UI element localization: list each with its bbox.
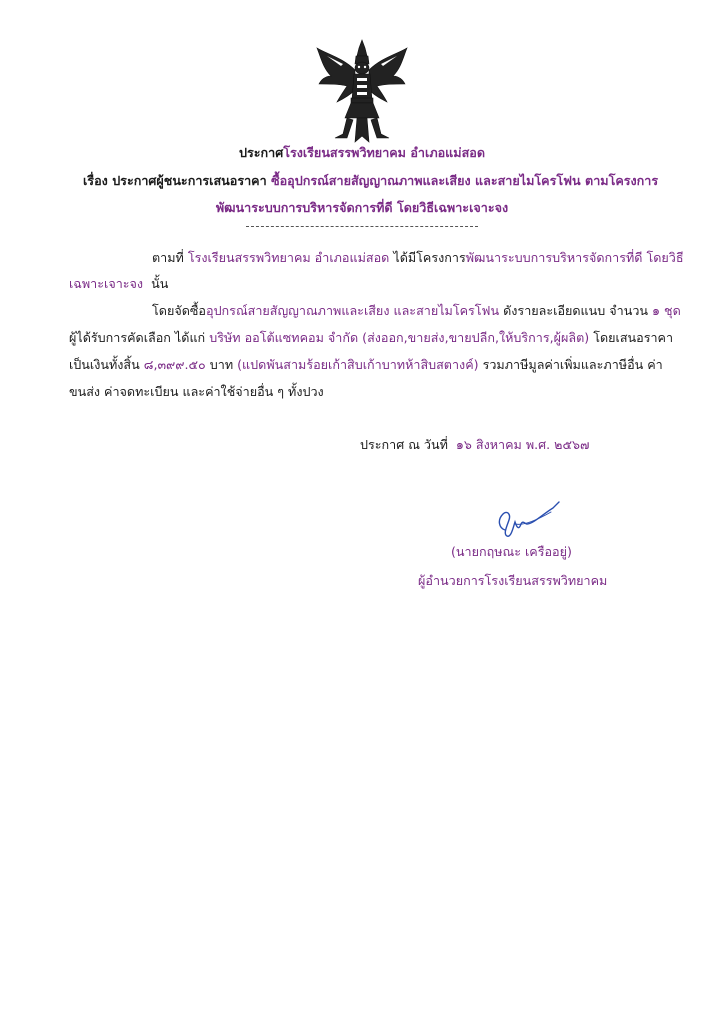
p1-lead: ตามที่ (152, 250, 184, 265)
p2-mid: ดังรายละเอียดแนบ จำนวน (503, 303, 649, 318)
subject-line (83, 172, 658, 190)
p1-end: นั้น (151, 276, 169, 291)
paragraph-1-line-1 (152, 249, 684, 267)
subject-prefix: ประกาศผู้ชนะการเสนอราคา (112, 173, 267, 188)
signer-position: ผู้อำนวยการโรงเรียนสรรพวิทยาคม (418, 573, 608, 588)
p1-school: โรงเรียนสรรพวิทยาคม อำเภอแม่สอด (187, 250, 390, 265)
p1-project: พัฒนาระบบการบริหารจัดการที่ดี โดยวิธี (465, 250, 684, 265)
p2-line3-end: รวมภาษีมูลค่าเพิ่มและภาษีอื่น ค่า (482, 357, 663, 372)
handwritten-signature-icon (493, 494, 563, 542)
subject-item: ซื้ออุปกรณ์สายสัญญาณภาพและเสียง และสายไมโครโฟน ตามโครงการ (271, 173, 659, 188)
p1-mid: ได้มีโครงการ (393, 250, 466, 265)
p2-vendor-type: (ส่งออก,ขายส่ง,ขายปลีก,ให้บริการ,ผู้ผลิต) (362, 330, 590, 345)
p2-lead: โดยจัดซื้อ (152, 303, 206, 318)
school-name: โรงเรียนสรรพวิทยาคม อำเภอแม่สอด (283, 145, 486, 160)
announcement-date (360, 436, 589, 454)
p2-line2-end: โดยเสนอราคา (593, 330, 674, 345)
date-value: ๑๖ สิงหาคม พ.ศ. ๒๕๖๗ (455, 437, 590, 452)
p2-line2-lead: ผู้ได้รับการคัดเลือก ได้แก่ (69, 330, 206, 345)
p2-currency: บาท (209, 357, 234, 372)
date-label: ประกาศ ณ วันที่ (360, 437, 448, 452)
paragraph-2-line-4: ขนส่ง ค่าจดทะเบียน และค่าใช้จ่ายอื่น ๆ ทั้งปวง (69, 384, 324, 399)
subject-label: เรื่อง (83, 173, 108, 188)
subject-line-2: พัฒนาระบบการบริหารจัดการที่ดี โดยวิธีเฉพาะเจาะจง (215, 200, 509, 215)
signer-name: (นายกฤษณะ เครืออยู่) (451, 544, 572, 559)
p2-item: อุปกรณ์สายสัญญาณภาพและเสียง และสายไมโครโฟน (206, 303, 500, 318)
paragraph-2-line-2 (69, 329, 673, 347)
paragraph-2-line-1 (152, 302, 681, 320)
p1-method: เฉพาะเจาะจง (69, 276, 144, 291)
announcement-title (0, 144, 724, 162)
paragraph-1-line-2 (69, 275, 168, 293)
p2-line3-lead: เป็นเงินทั้งสิ้น (69, 357, 140, 372)
garuda-emblem-icon (313, 38, 411, 144)
p2-amount-words: (แปดพันสามร้อยเก้าสิบเก้าบาทห้าสิบสตางค์) (237, 357, 479, 372)
p2-vendor: บริษัท ออโต้แซทคอม จำกัด (209, 330, 359, 345)
p2-amount: ๘,๓๙๙.๕๐ (143, 357, 206, 372)
separator-line (246, 226, 478, 227)
announcement-prefix: ประกาศ (238, 145, 284, 160)
p2-qty: ๑ ชุด (652, 303, 681, 318)
paragraph-2-line-3 (69, 356, 663, 374)
